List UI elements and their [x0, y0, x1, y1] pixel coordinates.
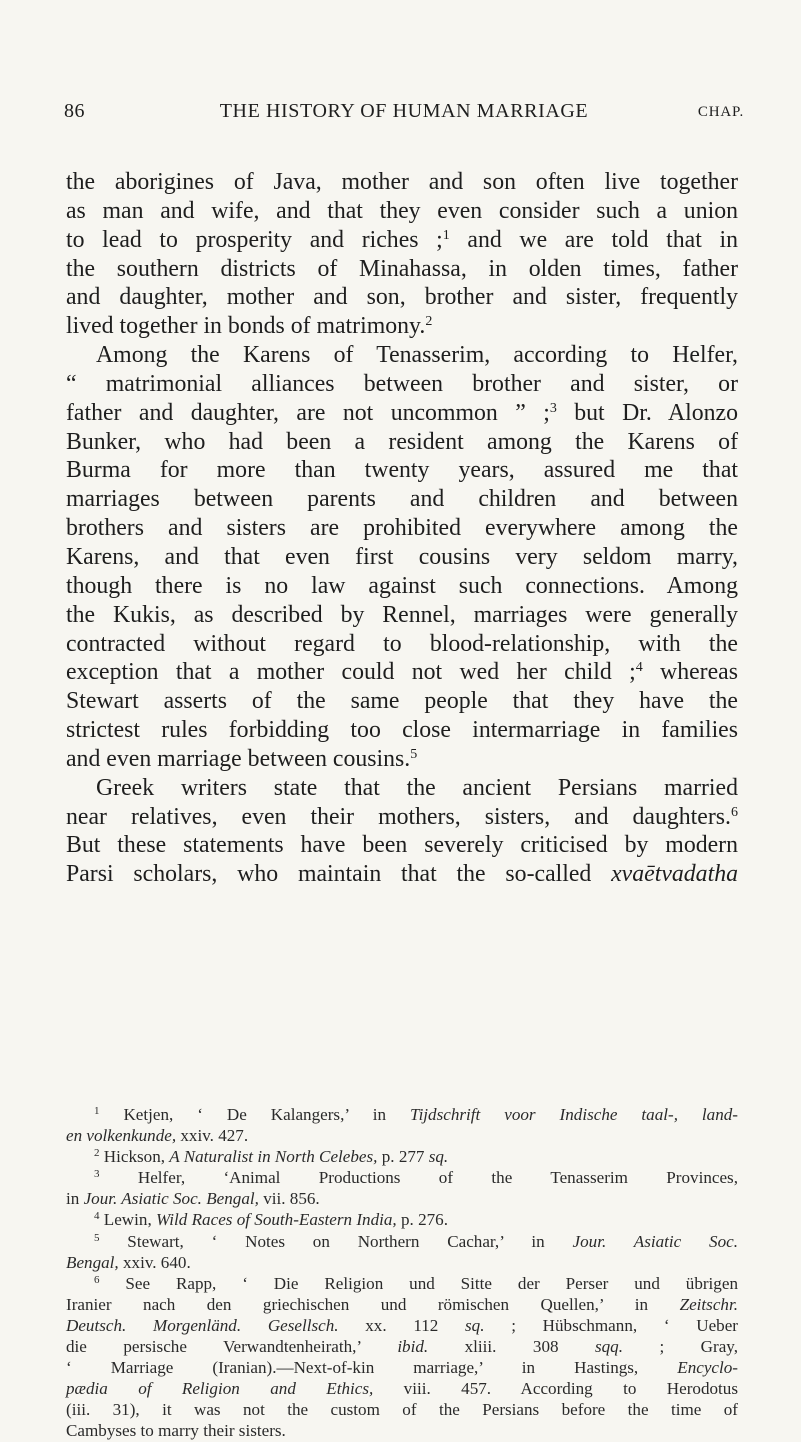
text-line: Among the Karens of Tenasserim, according to Helfer, — [96, 342, 738, 369]
text-line: “ matrimonial alliances between brother and sister, or — [66, 370, 738, 397]
text-line: Stewart asserts of the same people that they have the — [66, 688, 738, 715]
footnote-ref: 3 — [549, 400, 557, 416]
body-text — [66, 168, 738, 889]
text-line: though there is no law against such connections. Among — [66, 572, 738, 599]
footnote-5: $^5$ Stewart, ‘ Notes on Northern Cachar,’ in Jour. Asiatic Soc. — [94, 1231, 738, 1251]
footnote-ref: 2 — [425, 314, 433, 330]
footnote-6-cont: (iii. 31), it was not the custom of the Persians before the time of — [66, 1400, 738, 1420]
text-line: near relatives, even their mothers, sisters, and daughters.$^6$ — [66, 803, 738, 830]
footnote-ref: 6 — [731, 804, 738, 820]
text-line: the aborigines of Java, mother and son often live together — [66, 169, 738, 195]
footnotes — [66, 1104, 738, 1442]
running-head — [64, 100, 744, 130]
footnote-1: $^1$ Ketjen, ‘ De Kalangers,’ in Tijdschrift voor Indische taal-, land- — [94, 1105, 739, 1124]
chapter-label: CHAP. — [697, 104, 744, 120]
footnote-6-cont: ‘ Marriage (Iranian).—Next-of-kin marriage,’ in Hastings, Encyclo- — [66, 1358, 738, 1378]
footnote-ref: 4 — [635, 660, 643, 676]
text-line: as man and wife, and that they even consider such a union — [66, 197, 738, 224]
footnote-6-cont: Cambyses to marry their sisters. — [66, 1421, 286, 1441]
footnote-6-cont: Iranier nach den griechischen und römischen Quellen,’ in Zeitschr. — [66, 1294, 738, 1314]
footnote-2: $^2$ Hickson, A Naturalist in North Celebes, p. 277 sq. — [94, 1147, 449, 1167]
footnote-ref: 5 — [410, 746, 418, 762]
text-line: brothers and sisters are prohibited everywhere among the — [66, 515, 738, 542]
footnote-6-cont: pædia of Religion and Ethics, viii. 457. According to Herodotus — [66, 1379, 739, 1399]
footnote-6: $^6$ See Rapp, ‘ Die Religion und Sitte der Perser und übrigen — [94, 1273, 738, 1293]
footnote-ref: 1 — [442, 227, 450, 243]
footnote-3-cont: in Jour. Asiatic Soc. Bengal, vii. 856. — [66, 1189, 320, 1209]
text-line: and even marriage between cousins.$^5$ — [66, 745, 418, 772]
text-line: But these statements have been severely criticised by modern — [66, 832, 738, 859]
running-title: THE HISTORY OF HUMAN MARRIAGE — [219, 100, 589, 122]
text-line: father and daughter, are not uncommon ” ;$^3$ but Dr. Alonzo — [66, 399, 738, 426]
footnote-6-cont: Deutsch. Morgenländ. Gesellsch. xx. 112 sq. ; Hübschmann, ‘ Ueber — [66, 1315, 738, 1335]
text-line: marriages between parents and children and between — [66, 486, 738, 513]
text-line: contracted without regard to blood-relationship, with the — [66, 630, 738, 657]
text-line: Burma for more than twenty years, assured me that — [66, 457, 738, 484]
footnote-4: $^4$ Lewin, Wild Races of South-Eastern India, p. 276. — [94, 1210, 448, 1230]
italic-term: xvaētvadatha — [611, 861, 738, 888]
text-line: exception that a mother could not wed her child ;$^4$ whereas — [66, 659, 738, 686]
text-line: Bunker, who had been a resident among the Karens of — [66, 428, 738, 455]
text-line: and daughter, mother and son, brother and sister, frequently — [66, 284, 738, 311]
text-line: Parsi scholars, who maintain that the so-called xvaētvadatha — [66, 861, 738, 888]
text-line: to lead to prosperity and riches ;$^1$ and we are told that in — [66, 226, 738, 253]
footnote-3: $^3$ Helfer, ‘Animal Productions of the Tenasserim Provinces, — [94, 1168, 738, 1188]
text-line: lived together in bonds of matrimony.$^2$ — [66, 313, 433, 340]
text-line: strictest rules forbidding too close intermarriage in families — [66, 717, 738, 744]
footnote-5-cont: Bengal, xxiv. 640. — [66, 1252, 191, 1272]
page-number: 86 — [64, 100, 85, 122]
text-line: Karens, and that even first cousins very seldom marry, — [66, 543, 738, 570]
footnote-6-cont: die persische Verwandtenheirath,’ ibid. xliii. 308 sqq. ; Gray, — [66, 1337, 738, 1357]
text-line: the southern districts of Minahassa, in olden times, father — [66, 255, 738, 282]
text-line: the Kukis, as described by Rennel, marriages were generally — [66, 601, 738, 628]
footnote-1-cont: en volkenkunde, xxiv. 427. — [66, 1126, 249, 1146]
text-line: Greek writers state that the ancient Persians married — [96, 774, 738, 801]
